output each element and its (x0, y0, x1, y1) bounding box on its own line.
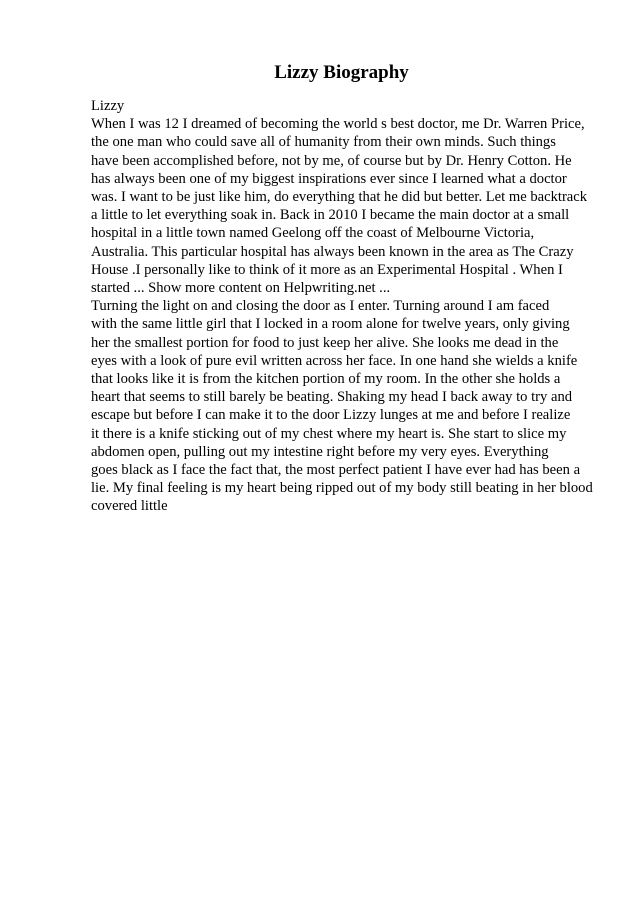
text-line: House .I personally like to think of it more as an Experimental Hospital . When I (91, 261, 563, 278)
document-body (91, 97, 596, 516)
text-line: with the same little girl that I locked in a room alone for twelve years, only giving (91, 316, 570, 333)
text-line: goes black as I face the fact that, the most perfect patient I have ever had has been a (91, 462, 581, 479)
text-line: it there is a knife sticking out of my chest where my heart is. She start to slice my (91, 425, 567, 442)
text-line: Australia. This particular hospital has always been known in the area as The Crazy (91, 243, 574, 260)
text-line: the one man who could save all of humanity from their own minds. Such things (91, 134, 556, 151)
text-line: abdomen open, pulling out my intestine right before my very eyes. Everything (91, 443, 549, 460)
document-title: Lizzy Biography (274, 62, 409, 83)
text-line: started ... Show more content on Helpwriting.net ... (91, 280, 391, 297)
text-line: covered little (91, 498, 168, 515)
text-line: her the smallest portion for food to just keep her alive. She looks me dead in the (91, 334, 559, 351)
text-line: heart that seems to still barely be beating. Shaking my head I back away to try and (91, 389, 573, 406)
text-line: have been accomplished before, not by me, of course but by Dr. Henry Cotton. He (91, 152, 572, 169)
text-line: escape but before I can make it to the door Lizzy lunges at me and before I realize (91, 407, 571, 424)
text-line: hospital in a little town named Geelong off the coast of Melbourne Victoria, (91, 225, 535, 242)
text-line: lie. My final feeling is my heart being ripped out of my body still beating in her blood (91, 480, 593, 497)
text-line: Turning the light on and closing the door as I enter. Turning around I am faced (91, 298, 550, 315)
text-line: Lizzy (91, 98, 125, 114)
text-line: When I was 12 I dreamed of becoming the world s best doctor, me Dr. Warren Price, (91, 116, 585, 133)
text-line: a little to let everything soak in. Back in 2010 I became the main doctor at a small (91, 207, 570, 224)
text-line: was. I want to be just like him, do everything that he did but better. Let me backtrack (91, 189, 588, 206)
text-line: eyes with a look of pure evil written across her face. In one hand she wields a knife (91, 352, 578, 369)
text-line: that looks like it is from the kitchen portion of my room. In the other she holds a (91, 371, 561, 388)
text-line: has always been one of my biggest inspirations ever since I learned what a doctor (91, 170, 567, 187)
